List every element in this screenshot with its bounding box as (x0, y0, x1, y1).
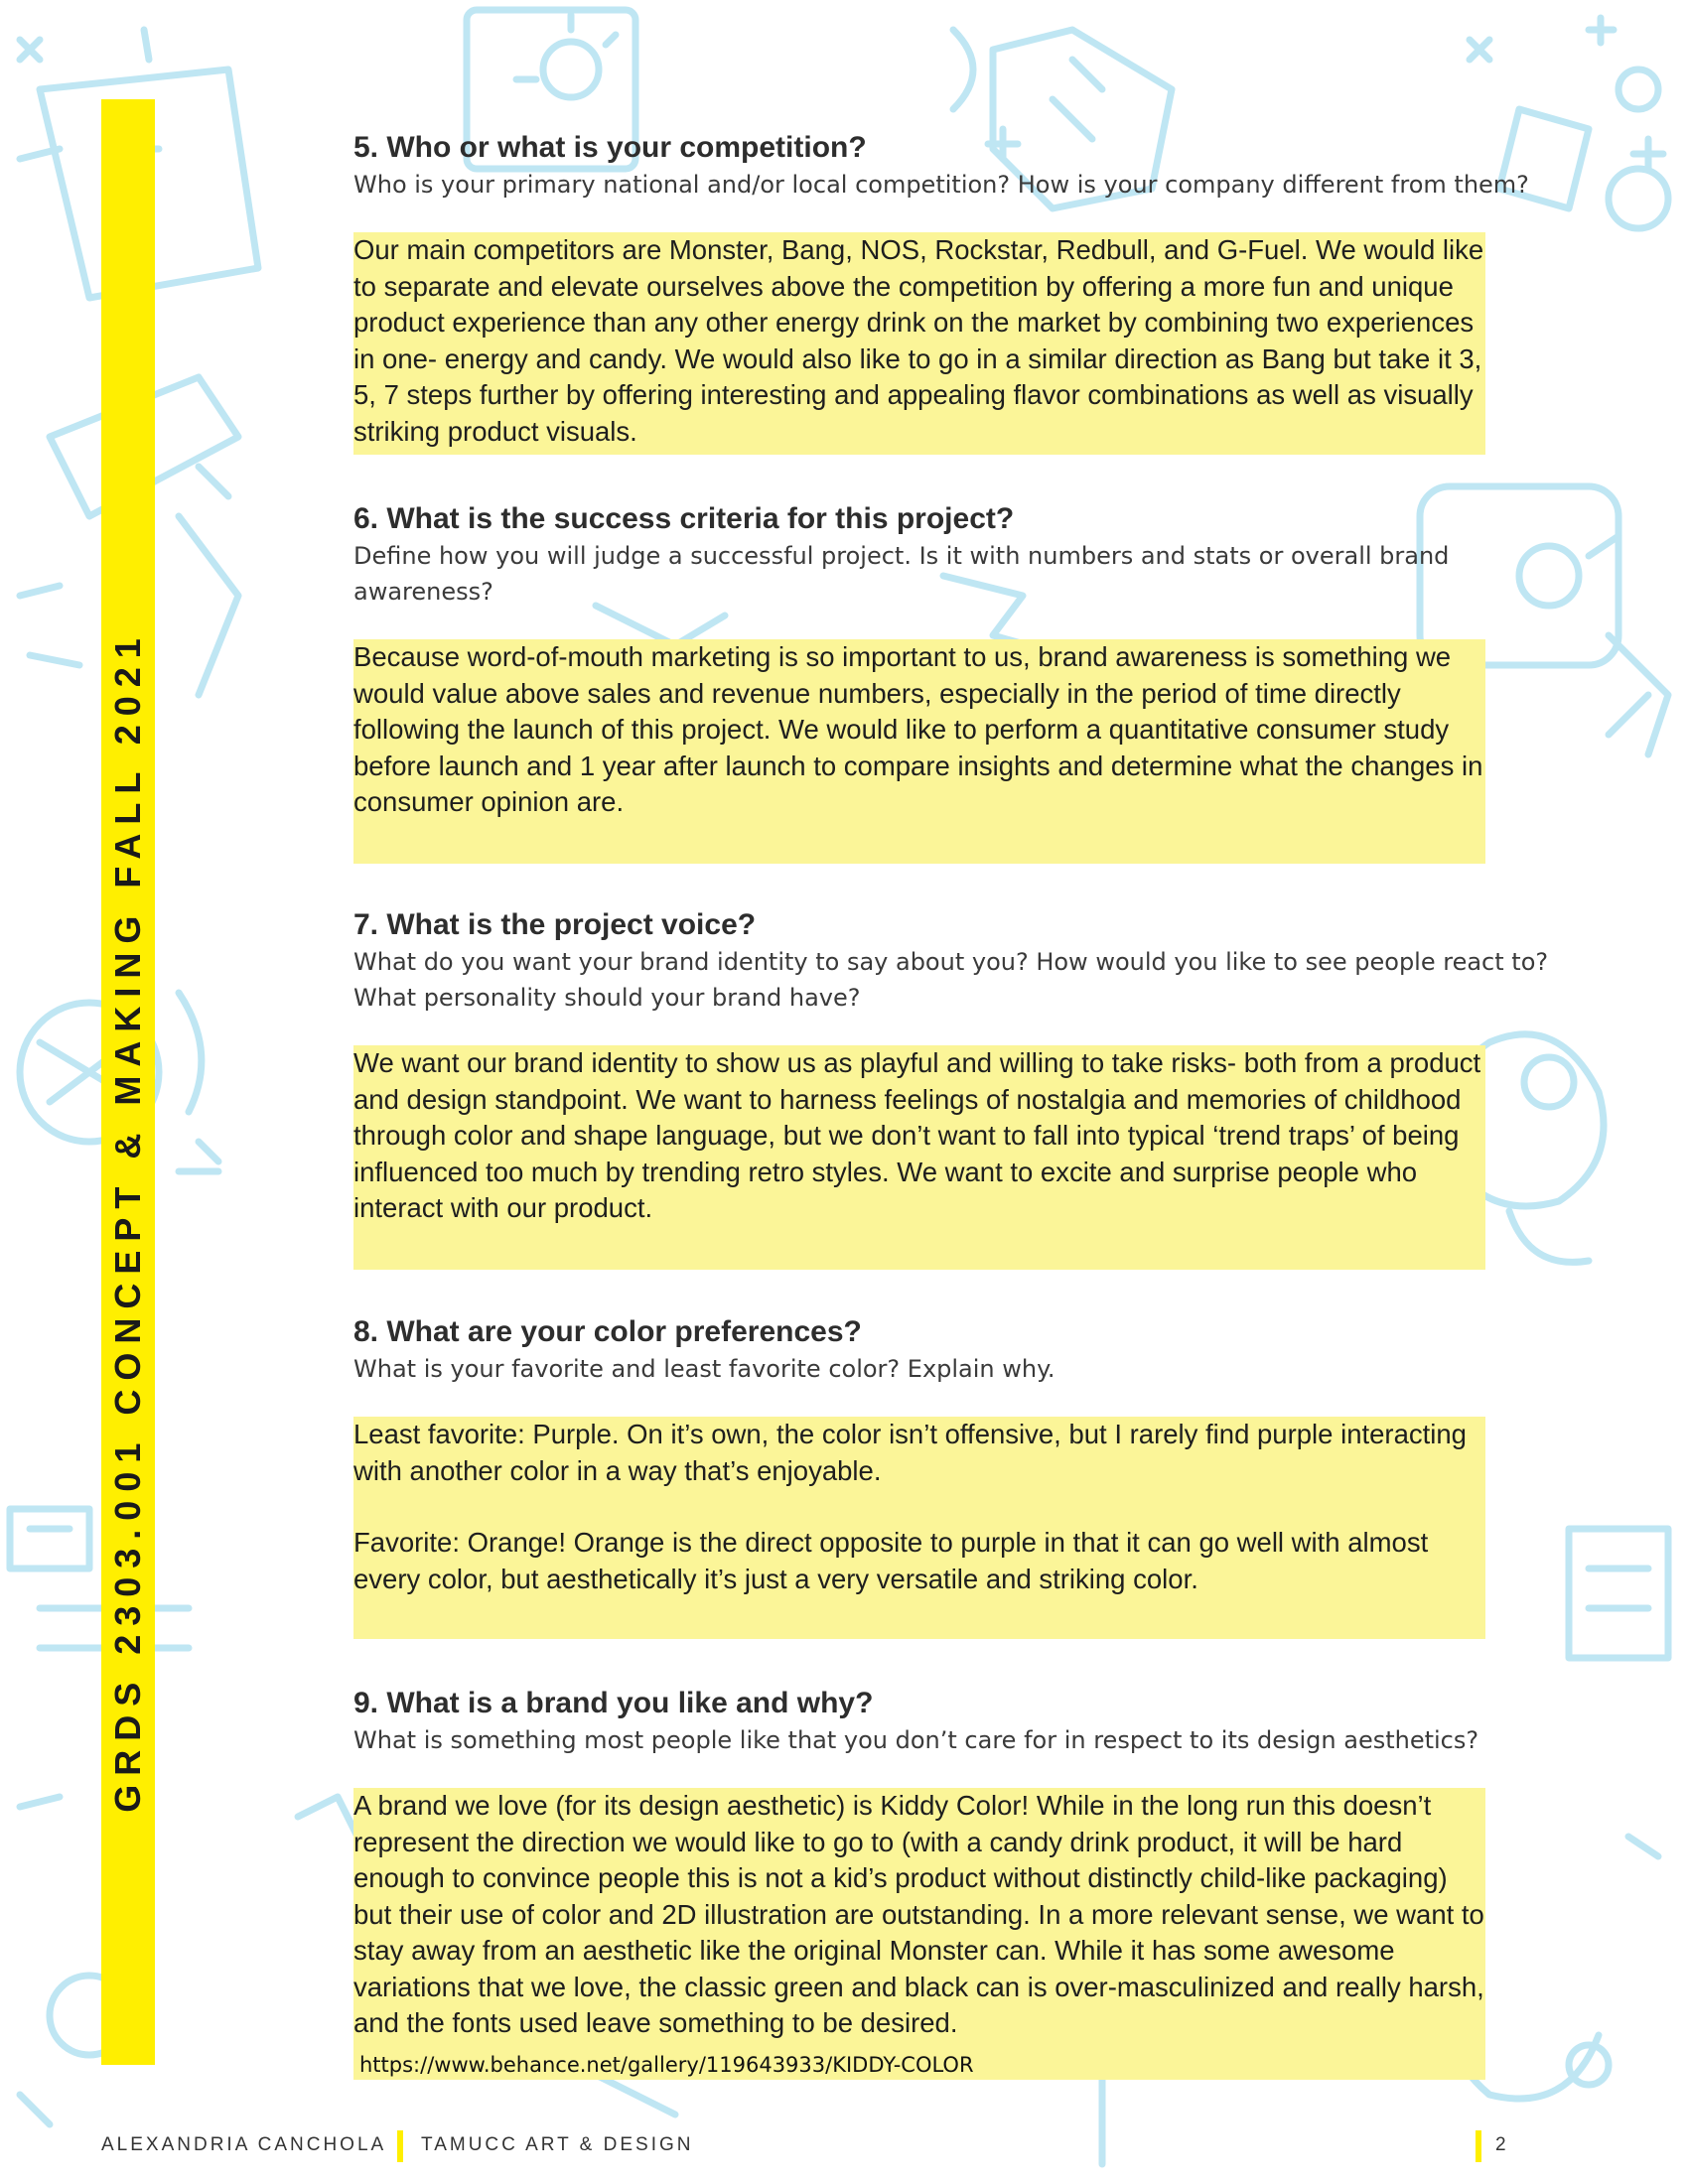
section-color-preferences (353, 1313, 1565, 1594)
answer-text: Our main competitors are Monster, Bang, NOS, Rockstar, Redbull, and G-Fuel. We would like to separate and elevate ourselves above the competition by offering a more fun and unique product experience than any other energy drink on the market by combining two experiences in one- energy and candy. We would also like to go in a similar direction as Bang but take it 3, 5, 7 steps further by offering interesting and appealing flavor combinations as well as visually striking product visuals. (353, 234, 1484, 447)
course-title: GRDS 2303.001 CONCEPT & MAKING FALL 2021 (107, 629, 148, 1813)
question-title: 6. What is the success criteria for this project? (353, 502, 1015, 535)
answer-text: A brand we love (for its design aesthetic) is Kiddy Color! While in the long run this doesn’t represent the direction we would like to go to (with a candy drink product, it will be hard enough to convince people this is not a kid’s product without distinctly child-like packaging) but their use of color and 2D illustration are outstanding. In a more relevant sense, we want to stay away from an aesthetic like the original Monster can. While it has some awesome variations that we love, the classic green and black can is over-masculinized and really harsh, and the fonts used leave something to be desired. (353, 1790, 1484, 2038)
answer-text: Least favorite: Purple. On it’s own, the color isn’t offensive, but I rarely find purple interacting with another color in a way that’s enjoyable. (353, 1419, 1467, 1486)
question-subtitle: What is your favorite and least favorite color? Explain why. (353, 1355, 1055, 1383)
answer-text: Because word-of-mouth marketing is so important to us, brand awareness is something we would value above sales and revenue numbers, especially in the period of time directly following the launch of this project. We would like to perform a quantitative consumer study before launch and 1 year after launch to compare insights and determine what the changes in consumer opinion are. (353, 641, 1483, 817)
answer-text: We want our brand identity to show us as playful and willing to take risks- both from a product and design standpoint. We want to harness feelings of nostalgia and memories of childhood through color and shape language, but we don’t want to fall into typical ‘trend traps’ of being influenced too much by trending retro styles. We want to excite and surprise people who interact with our product. (353, 1047, 1481, 1223)
answer-box (353, 1045, 1485, 1270)
section-competition (353, 129, 1565, 447)
reference-link[interactable]: https://www.behance.net/gallery/119643933/KIDDY-COLOR (359, 2053, 974, 2077)
question-title: 9. What is a brand you like and why? (353, 1687, 874, 1719)
answer-box (353, 1417, 1485, 1639)
section-project-voice (353, 906, 1565, 1223)
section-success-criteria (353, 500, 1565, 817)
footer-divider (1476, 2130, 1481, 2162)
footer-author: ALEXANDRIA CANCHOLA (101, 2134, 387, 2155)
question-subtitle: What do you want your brand identity to say about you? How would you like to see people react to? What personality should your brand have? (353, 948, 1549, 1012)
question-title: 7. What is the project voice? (353, 908, 757, 941)
question-subtitle: What is something most people like that you don’t care for in respect to its design aesthetics? (353, 1726, 1479, 1754)
answer-box (353, 1788, 1485, 2080)
footer-school: TAMUCC ART & DESIGN (421, 2134, 694, 2155)
question-subtitle: Define how you will judge a successful project. Is it with numbers and stats or overall brand awareness? (353, 542, 1450, 606)
question-subtitle: Who is your primary national and/or local competition? How is your company different from them? (353, 171, 1529, 199)
page-number: 2 (1495, 2134, 1509, 2155)
answer-box (353, 232, 1485, 455)
answer-text: Favorite: Orange! Orange is the direct opposite to purple in that it can go well with almost every color, but aesthetically it’s just a very versatile and striking color. (353, 1527, 1429, 1594)
question-title: 8. What are your color preferences? (353, 1315, 862, 1348)
section-brand-like (353, 1685, 1565, 2038)
question-title: 5. Who or what is your competition? (353, 131, 867, 164)
answer-box (353, 639, 1485, 864)
footer-divider (397, 2130, 403, 2162)
